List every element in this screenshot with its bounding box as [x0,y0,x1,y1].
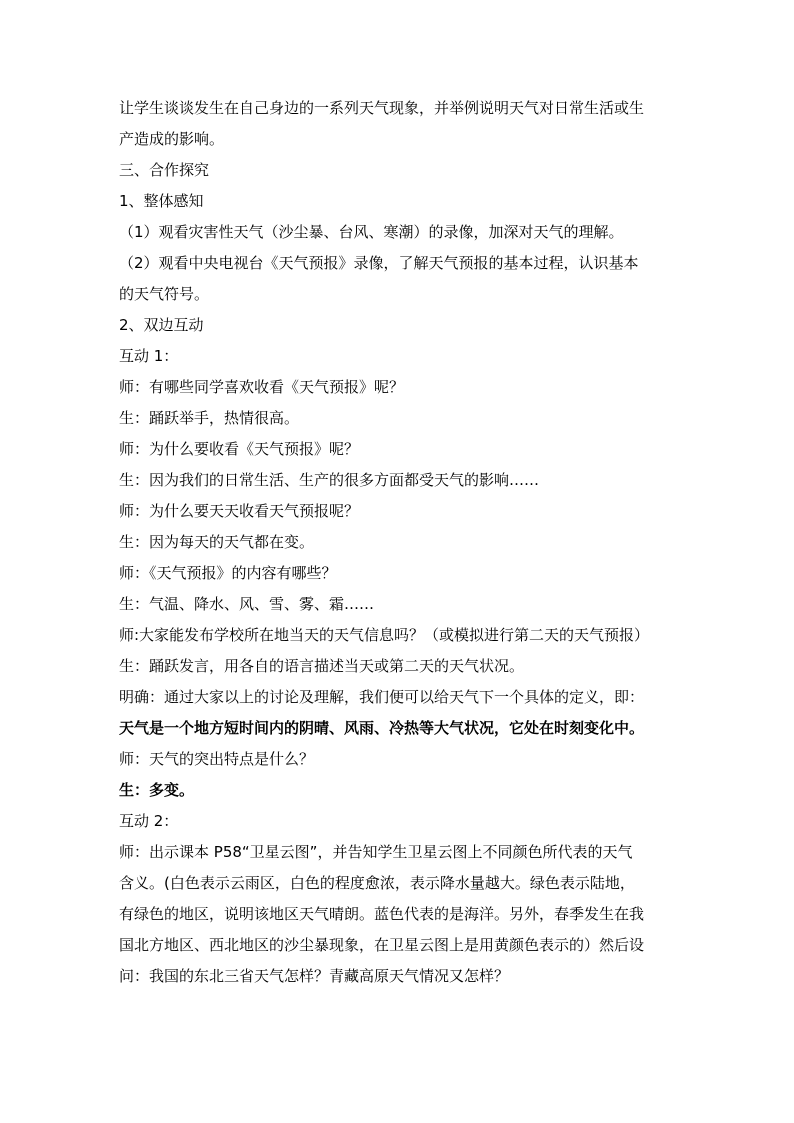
text-line: 生：踊跃举手，热情很高。 [119,409,300,427]
text-line: 生：气温、降水、风、雪、雾、霜…… [119,595,375,613]
text-line: 2、双边互动 [119,316,204,334]
text-line: （2）观看中央电视台《天气预报》录像，了解天气预报的基本过程，认识基本 [119,254,639,272]
text-line: 1、整体感知 [119,192,204,210]
text-line: 有绿色的地区，说明该地区天气晴朗。蓝色代表的是海洋。另外，春季发生在我 [119,905,645,923]
document-page [119,93,679,992]
text-line: 师:大家能发布学校所在地当天的天气信息吗？（或模拟进行第二天的天气预报） [119,626,650,644]
text-line: （1）观看灾害性天气（沙尘暴、台风、寒潮）的录像，加深对天气的理解。 [119,223,624,241]
text-line: 三、合作探究 [119,161,210,179]
text-line: 生：多变。 [119,781,195,799]
text-line: 生：因为每天的天气都在变。 [119,533,315,551]
text-line: 国北方地区、西北地区的沙尘暴现象，在卫星云图上是用黄颜色表示的）然后设 [119,936,645,954]
text-line: 互动 1： [119,347,179,365]
text-line: 生：因为我们的日常生活、生产的很多方面都受天气的影响…… [119,471,540,489]
text-line: 产造成的影响。 [119,130,225,148]
text-line: 让学生谈谈发生在自己身边的一系列天气现象，并举例说明天气对日常生活或生 [119,99,645,117]
text-line: 师：为什么要收看《天气预报》呢？ [119,440,360,458]
text-line: 含义。(白色表示云雨区，白色的程度愈浓，表示降水量越大。绿色表示陆地， [119,874,635,892]
text-line: 的天气符号。 [119,285,210,303]
text-line: 明确：通过大家以上的讨论及理解，我们便可以给天气下一个具体的定义，即： [119,688,645,706]
text-line: 师：有哪些同学喜欢收看《天气预报》呢？ [119,378,405,396]
text-line: 天气是一个地方短时间内的阴晴、风雨、冷热等大气状况，它处在时刻变化中。 [119,719,645,737]
text-line: 生：踊跃发言，用各自的语言描述当天或第二天的天气状况。 [119,657,525,675]
text-line: 师：《天气预报》的内容有哪些？ [119,564,337,582]
text-line: 互动 2： [119,812,179,830]
text-line: 师：天气的突出特点是什么？ [119,750,315,768]
text-line: 师：出示课本 P58“卫星云图”，并告知学生卫星云图上不同颜色所代表的天气 [119,843,633,861]
text-line: 师：为什么要天天收看天气预报呢？ [119,502,360,520]
text-line: 问：我国的东北三省天气怎样？青藏高原天气情况又怎样？ [119,967,510,985]
